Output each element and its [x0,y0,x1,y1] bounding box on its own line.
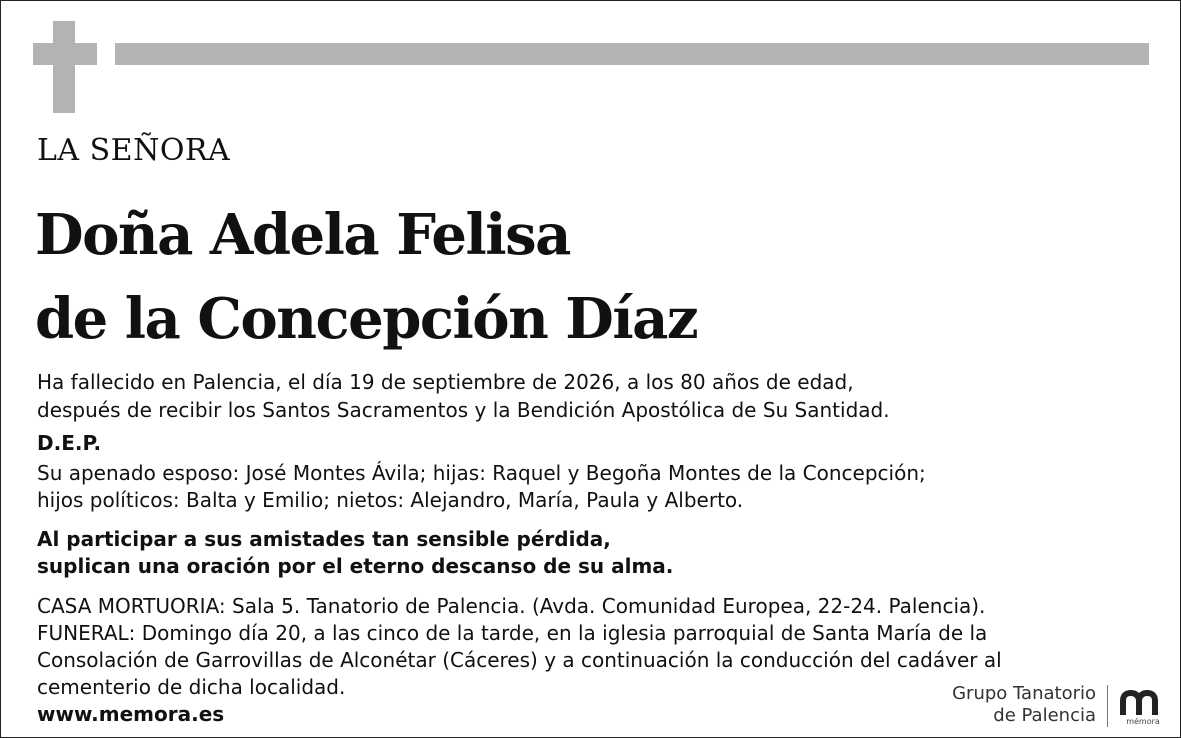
family-line2: hijos políticos: Balta y Emilio; nietos: Alejandro, María, Paula y Alberto. [37,488,744,512]
company-name-line2: de Palencia [993,705,1096,726]
logo-divider [1107,685,1108,727]
company-name [952,683,1096,727]
details-line3: Consolación de Garrovillas de Alconétar (Cáceres) y a continuación la conducción del cadáver al [37,648,1002,672]
announcement-line1: Ha fallecido en Palencia, el día 19 de septiembre de 2026, a los 80 años de edad, [37,370,854,394]
title-prefix: LA SEÑORA [37,133,231,168]
details-line4: cementerio de dicha localidad. [37,675,346,699]
family-line1: Su apenado esposo: José Montes Ávila; hijas: Raquel y Begoña Montes de la Concepción; [37,461,926,485]
request-line2: suplican una oración por el eterno descanso de su alma. [37,554,674,578]
rip-label: D.E.P. [37,431,102,455]
cross-icon-horizontal [33,43,97,65]
cross-icon-vertical [53,21,75,113]
company-name-line1: Grupo Tanatorio [952,683,1096,704]
memora-wordmark: mémora [1126,717,1160,726]
deceased-name-line2: de la Concepción Díaz [35,286,698,352]
deceased-name [35,193,697,361]
request-line1: Al participar a sus amistades tan sensible pérdida, [37,527,611,551]
details-line1: CASA MORTUORIA: Sala 5. Tanatorio de Palencia. (Avda. Comunidad Europea, 22-24. Palencia). [37,594,986,618]
details-line2: FUNERAL: Domingo día 20, a las cinco de la tarde, en la iglesia parroquial de Santa María de la [37,621,988,645]
header-rule [115,43,1149,65]
website-link[interactable]: www.memora.es [37,702,225,726]
announcement-line2: después de recibir los Santos Sacramentos y la Bendición Apostólica de Su Santidad. [37,398,890,422]
deceased-name-line1: Doña Adela Felisa [35,202,570,268]
